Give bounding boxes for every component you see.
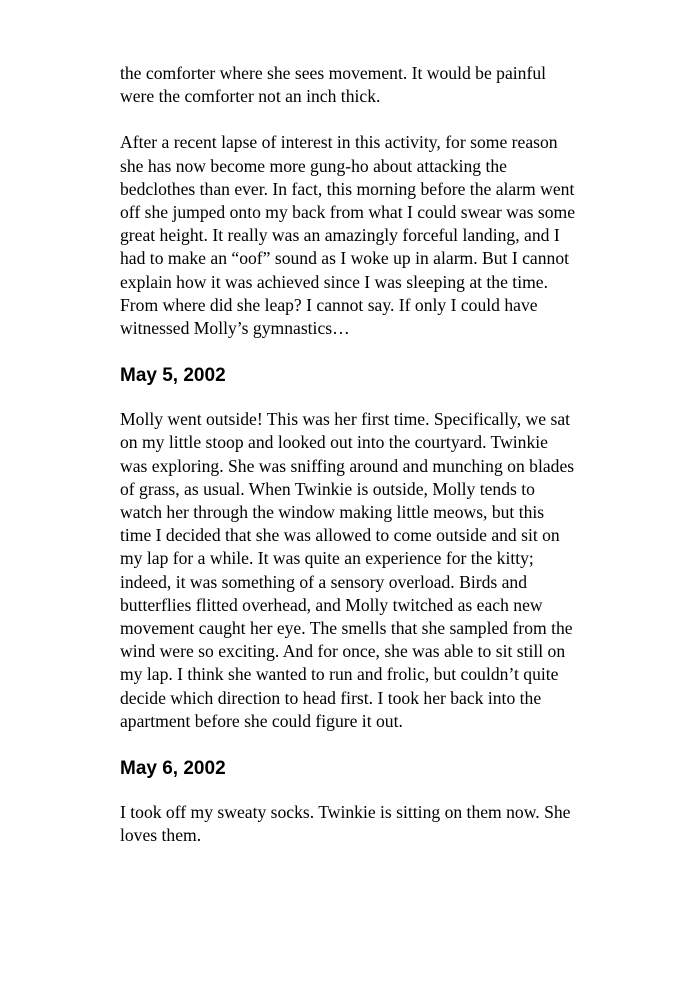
heading-spacer [120,733,645,756]
paragraph-sweaty-socks: I took off my sweaty socks. Twinkie is sitting on them now. She loves them. [120,802,571,846]
heading-spacer [120,389,645,408]
entry-date-heading: May 6, 2002 [120,758,226,780]
paragraph-molly-outside: Molly went outside! This was her first time. Specifically, we sat on my little stoop and looked out into the courtyard. Twinkie was exploring. She was sniffing around and munching on blades of grass, as usual. When Twinkie is outside, Molly tends to watch her through the window making little meows, but this time I decided that she was allowed to come outside and sit on my lap for a while. It was quite an experience for the kitty; indeed, it was something of a sensory overload. Birds and butterflies flitted overhead, and Molly twitched as each new movement caught her eye. The smells that she sampled from the wind were so exciting. And for once, she was able to sit still on my lap. I think she wanted to run and frolic, but couldn’t quite decide which direction to head first. I took her back into the apartment before she could figure it out. [120,409,575,731]
document-page [120,62,645,847]
heading-spacer [120,782,645,801]
paragraph-attacking-bedclothes: After a recent lapse of interest in this activity, for some reason she has now become more gung-ho about attacking the bedclothes than ever. In fact, this morning before the alarm went off she jumped onto my back from what I could swear was some great height. It really was an amazingly forceful landing, and I had to make an “oof” sound as I woke up in alarm. But I cannot explain how it was achieved since I was sleeping at the time. From where did she leap? I cannot say. If only I could have witnessed Molly’s gymnastics… [120,132,576,339]
heading-spacer [120,340,645,363]
paragraph-spacer [120,108,645,131]
paragraph-comforter: the comforter where she sees movement. It would be painful were the comforter not an inch thick. [120,63,547,107]
entry-date-heading: May 5, 2002 [120,365,226,387]
